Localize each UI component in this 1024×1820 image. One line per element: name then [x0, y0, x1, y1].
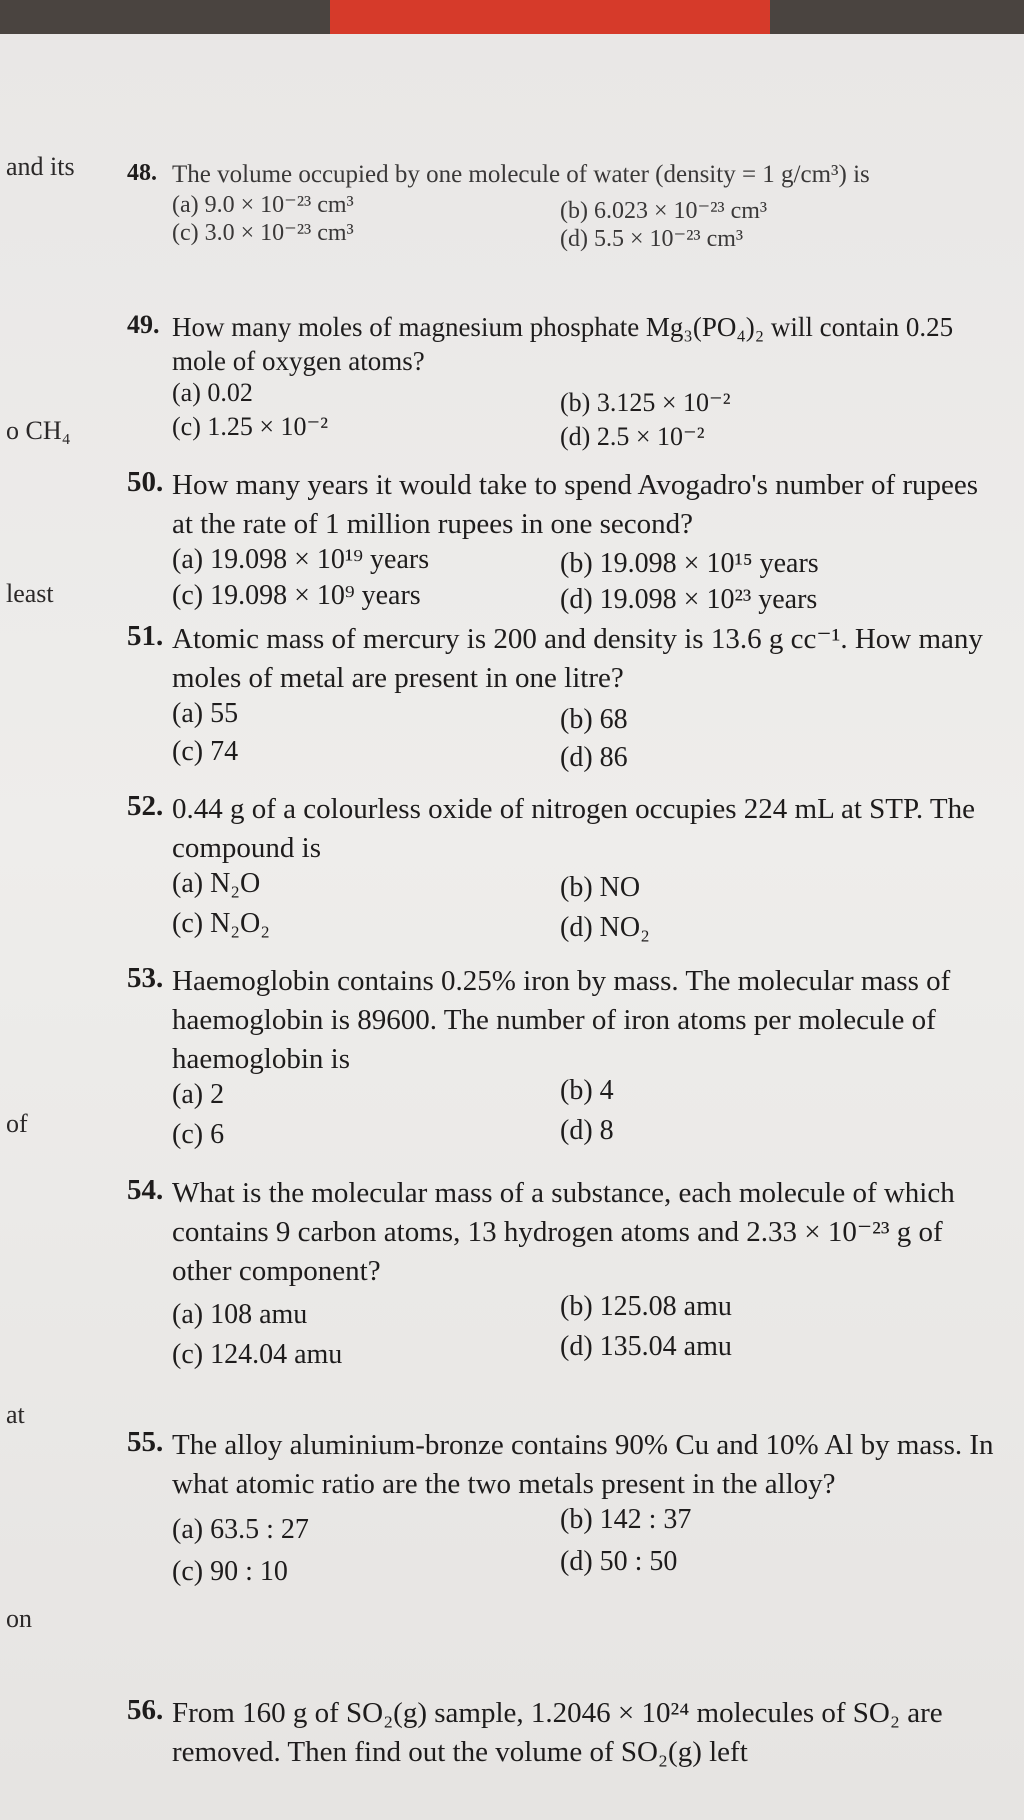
question-number: 49. [127, 310, 160, 339]
question-text: The volume occupied by one molecule of water (density = 1 g/cm³) is [172, 161, 870, 188]
option-b: (b) 6.023 × 10⁻²³ cm³ [560, 198, 768, 224]
option-b: (b) 142 : 37 [560, 1504, 692, 1535]
option-a: (a) 19.098 × 10¹⁹ years [172, 544, 430, 575]
options [160, 698, 1006, 772]
question-48 [127, 160, 1006, 252]
options [160, 1291, 1006, 1370]
options [160, 868, 1006, 942]
question-53 [127, 962, 1006, 1153]
option-a: (a) 0.02 [172, 378, 253, 407]
question-number: 51. [127, 620, 164, 652]
option-c: (c) 1.25 × 10⁻² [172, 412, 329, 441]
option-b: (b) 4 [560, 1075, 614, 1106]
option-c: (c) 124.04 amu [172, 1339, 343, 1370]
question-text: From 160 g of SO₂(g) sample, 1.2046 × 10²⁴ molecules of SO₂ are removed. Then find out the volume of SO₂(g) left [172, 1697, 943, 1768]
margin-text: of [6, 1109, 28, 1138]
margin-text: least [6, 579, 54, 608]
option-d: (d) 86 [560, 742, 628, 773]
question-number: 48. [127, 160, 157, 186]
question-51 [127, 620, 1006, 773]
question-text: The alloy aluminium-bronze contains 90% Cu and 10% Al by mass. In what atomic ratio are the two metals present in the alloy? [172, 1429, 994, 1500]
question-number: 54. [127, 1174, 164, 1206]
option-c: (c) 3.0 × 10⁻²³ cm³ [172, 220, 354, 246]
options [160, 378, 1006, 452]
question-54 [127, 1174, 1006, 1370]
options [160, 1504, 1006, 1587]
option-b: (b) NO [560, 872, 641, 903]
question-number: 56. [127, 1694, 164, 1726]
option-a: (a) 9.0 × 10⁻²³ cm³ [172, 192, 354, 218]
question-number: 53. [127, 962, 164, 994]
margin-text: and its [6, 152, 75, 181]
margin-text: at [6, 1400, 25, 1429]
option-b: (b) 125.08 amu [560, 1291, 732, 1322]
option-d: (d) 5.5 × 10⁻²³ cm³ [560, 226, 744, 252]
option-d: (d) 135.04 amu [560, 1331, 732, 1362]
options [160, 1075, 1006, 1153]
option-d: (d) 19.098 × 10²³ years [560, 584, 818, 615]
question-number: 50. [127, 466, 164, 498]
option-d: (d) 50 : 50 [560, 1546, 678, 1577]
option-a: (a) N₂O [172, 868, 261, 899]
question-number: 55. [127, 1426, 164, 1458]
option-a: (a) 108 amu [172, 1299, 308, 1330]
question-text: Atomic mass of mercury is 200 and density is 13.6 g cc⁻¹. How many moles of metal are present in one litre? [172, 623, 983, 694]
option-d: (d) NO₂ [560, 912, 650, 943]
option-c: (c) 6 [172, 1119, 225, 1150]
options [160, 544, 1006, 618]
option-c: (c) N₂O₂ [172, 908, 271, 939]
question-text: Haemoglobin contains 0.25% iron by mass. The molecular mass of haemoglobin is 89600. The number of iron atoms per molecule of haemoglobin is [172, 965, 951, 1075]
option-a: (a) 55 [172, 698, 239, 729]
question-text: What is the molecular mass of a substance, each molecule of which contains 9 carbon atoms, 13 hydrogen atoms and 2.33 × 10⁻²³ g of other component? [172, 1177, 955, 1287]
question-number: 52. [127, 790, 164, 822]
question-text: How many years it would take to spend Avogadro's number of rupees at the rate of 1 million rupees in one second? [172, 469, 979, 540]
textbook-page [0, 34, 1024, 1820]
question-50 [127, 466, 1006, 618]
option-c: (c) 90 : 10 [172, 1556, 288, 1587]
option-b: (b) 3.125 × 10⁻² [560, 388, 731, 417]
margin-text: on [6, 1604, 32, 1633]
question-text: How many moles of magnesium phosphate Mg₃(PO₄)₂ will contain 0.25 mole of oxygen atoms? [172, 312, 954, 376]
option-b: (b) 19.098 × 10¹⁵ years [560, 548, 819, 579]
question-49 [127, 310, 1006, 452]
question-52 [127, 790, 1006, 943]
option-d: (d) 8 [560, 1115, 614, 1146]
option-c: (c) 19.098 × 10⁹ years [172, 580, 421, 611]
option-c: (c) 74 [172, 736, 239, 767]
option-d: (d) 2.5 × 10⁻² [560, 422, 705, 451]
option-a: (a) 63.5 : 27 [172, 1514, 309, 1545]
option-b: (b) 68 [560, 704, 628, 735]
margin-text: o CH₄ [6, 416, 71, 445]
option-a: (a) 2 [172, 1079, 225, 1110]
question-text: 0.44 g of a colourless oxide of nitrogen occupies 224 mL at STP. The compound is [172, 793, 975, 864]
question-55 [127, 1426, 1006, 1587]
question-56 [127, 1694, 1006, 1772]
options [160, 190, 1006, 250]
